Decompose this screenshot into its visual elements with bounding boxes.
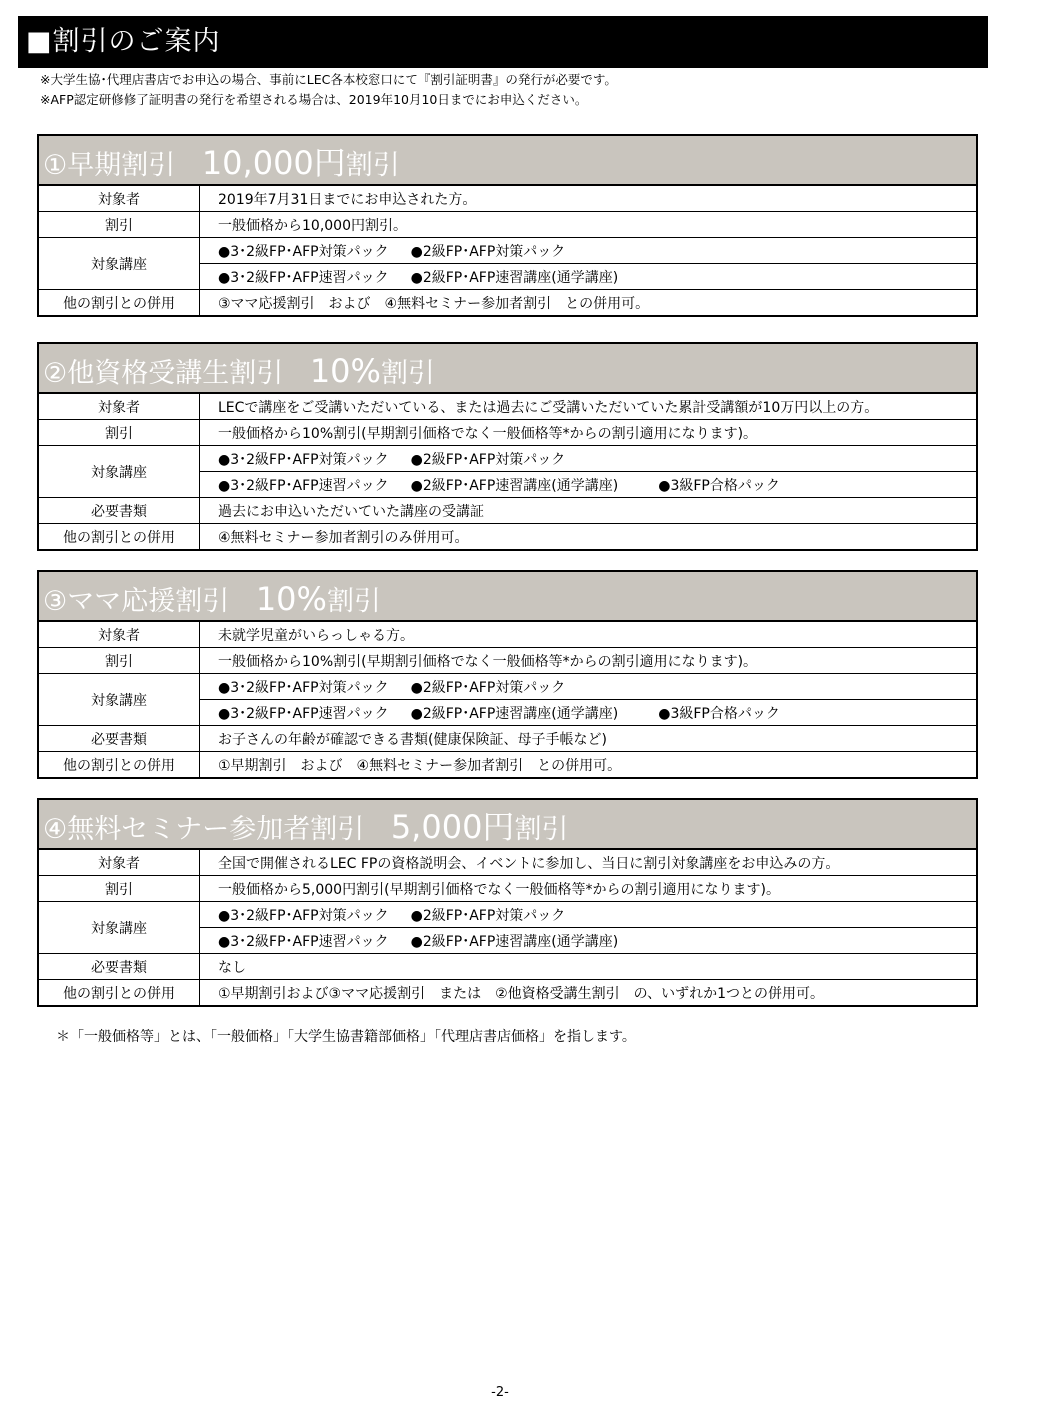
row-value: LECで講座をご受講いただいている、または過去にご受講いただいていた累計受講額が10万円以上の方。	[200, 394, 977, 420]
row-value: ④無料セミナー参加者割引のみ併用可。	[200, 524, 977, 550]
section-title: ④無料セミナー参加者割引 5,000円割引	[39, 800, 976, 850]
row-label: 他の割引との併用	[39, 980, 200, 1006]
table-row	[39, 902, 976, 928]
row-label: 対象者	[39, 622, 200, 648]
row-value: ●3･2級FP･AFP対策パック ●2級FP･AFP対策パック	[200, 238, 977, 264]
section-early-discount	[37, 134, 978, 317]
row-label: 割引	[39, 212, 200, 238]
section-table	[39, 850, 976, 1005]
note-line: ※大学生協･代理店書店でお申込の場合、事前にLEC各本校窓口にて『割引証明書』の発行が必要です。	[40, 72, 617, 87]
section-free-seminar-discount	[37, 798, 978, 1007]
row-value: ①早期割引 および ④無料セミナー参加者割引 との併用可。	[200, 752, 977, 778]
page-number: -2-	[491, 1385, 509, 1400]
table-row	[39, 850, 976, 876]
table-row	[39, 420, 976, 446]
table-row	[39, 648, 976, 674]
section-table	[39, 622, 976, 777]
section-table	[39, 186, 976, 315]
table-row	[39, 290, 976, 316]
row-label: 割引	[39, 876, 200, 902]
table-row	[39, 524, 976, 550]
section-title: ②他資格受講生割引 10%割引	[39, 344, 976, 394]
row-label: 割引	[39, 420, 200, 446]
row-value: 過去にお申込いただいていた講座の受講証	[200, 498, 977, 524]
table-row	[39, 212, 976, 238]
row-value: 全国で開催されるLEC FPの資格説明会、イベントに参加し、当日に割引対象講座をお申込みの方。	[200, 850, 977, 876]
row-label: 対象講座	[39, 238, 200, 290]
row-value: ①早期割引および③ママ応援割引 または ②他資格受講生割引 の、いずれか1つとの併用可。	[200, 980, 977, 1006]
row-value: なし	[200, 954, 977, 980]
row-label: 対象者	[39, 850, 200, 876]
row-label: 必要書類	[39, 954, 200, 980]
row-value: ●3･2級FP･AFP対策パック ●2級FP･AFP対策パック	[200, 446, 977, 472]
row-value: 一般価格から10,000円割引。	[200, 212, 977, 238]
row-label: 対象者	[39, 394, 200, 420]
table-row	[39, 726, 976, 752]
row-label: 他の割引との併用	[39, 524, 200, 550]
row-value: 2019年7月31日までにお申込された方。	[200, 186, 977, 212]
row-value: ●3･2級FP･AFP対策パック ●2級FP･AFP対策パック	[200, 674, 977, 700]
table-row	[39, 394, 976, 420]
table-row	[39, 954, 976, 980]
table-row	[39, 446, 976, 472]
row-label: 対象者	[39, 186, 200, 212]
table-row	[39, 498, 976, 524]
page-title: ■割引のご案内	[26, 26, 221, 57]
section-title: ③ママ応援割引 10%割引	[39, 572, 976, 622]
row-label: 割引	[39, 648, 200, 674]
section-title: ①早期割引 10,000円割引	[39, 136, 976, 186]
page-header	[18, 16, 988, 68]
row-label: 他の割引との併用	[39, 752, 200, 778]
table-row	[39, 238, 976, 264]
row-value: 一般価格から10%割引(早期割引価格でなく一般価格等*からの割引適用になります)。	[200, 648, 977, 674]
table-row	[39, 674, 976, 700]
row-value: ●3･2級FP･AFP速習パック ●2級FP･AFP速習講座(通学講座) ●3級FP合格パック	[200, 700, 977, 726]
row-label: 他の割引との併用	[39, 290, 200, 316]
row-value: ●3･2級FP･AFP速習パック ●2級FP･AFP速習講座(通学講座)	[200, 264, 977, 290]
row-label: 対象講座	[39, 674, 200, 726]
table-row	[39, 186, 976, 212]
row-value: ●3･2級FP･AFP速習パック ●2級FP･AFP速習講座(通学講座)	[200, 928, 977, 954]
section-table	[39, 394, 976, 549]
row-value: 未就学児童がいらっしゃる方。	[200, 622, 977, 648]
notes	[40, 70, 617, 110]
table-row	[39, 980, 976, 1006]
row-label: 必要書類	[39, 498, 200, 524]
row-label: 対象講座	[39, 446, 200, 498]
row-value: ●3･2級FP･AFP対策パック ●2級FP･AFP対策パック	[200, 902, 977, 928]
row-label: 対象講座	[39, 902, 200, 954]
table-row	[39, 752, 976, 778]
row-value: ③ママ応援割引 および ④無料セミナー参加者割引 との併用可。	[200, 290, 977, 316]
table-row	[39, 622, 976, 648]
section-other-qualification-discount	[37, 342, 978, 551]
footnote: ＊「一般価格等」とは、「一般価格」「大学生協書籍部価格」「代理店書店価格」を指します。	[56, 1029, 636, 1045]
note-line: ※AFP認定研修修了証明書の発行を希望される場合は、2019年10月10日までにお申込ください。	[40, 92, 588, 107]
row-value: 一般価格から5,000円割引(早期割引価格でなく一般価格等*からの割引適用になります)。	[200, 876, 977, 902]
row-value: 一般価格から10%割引(早期割引価格でなく一般価格等*からの割引適用になります)。	[200, 420, 977, 446]
row-label: 必要書類	[39, 726, 200, 752]
table-row	[39, 876, 976, 902]
row-value: ●3･2級FP･AFP速習パック ●2級FP･AFP速習講座(通学講座) ●3級FP合格パック	[200, 472, 977, 498]
section-mama-support-discount	[37, 570, 978, 779]
row-value: お子さんの年齢が確認できる書類(健康保険証、母子手帳など)	[200, 726, 977, 752]
